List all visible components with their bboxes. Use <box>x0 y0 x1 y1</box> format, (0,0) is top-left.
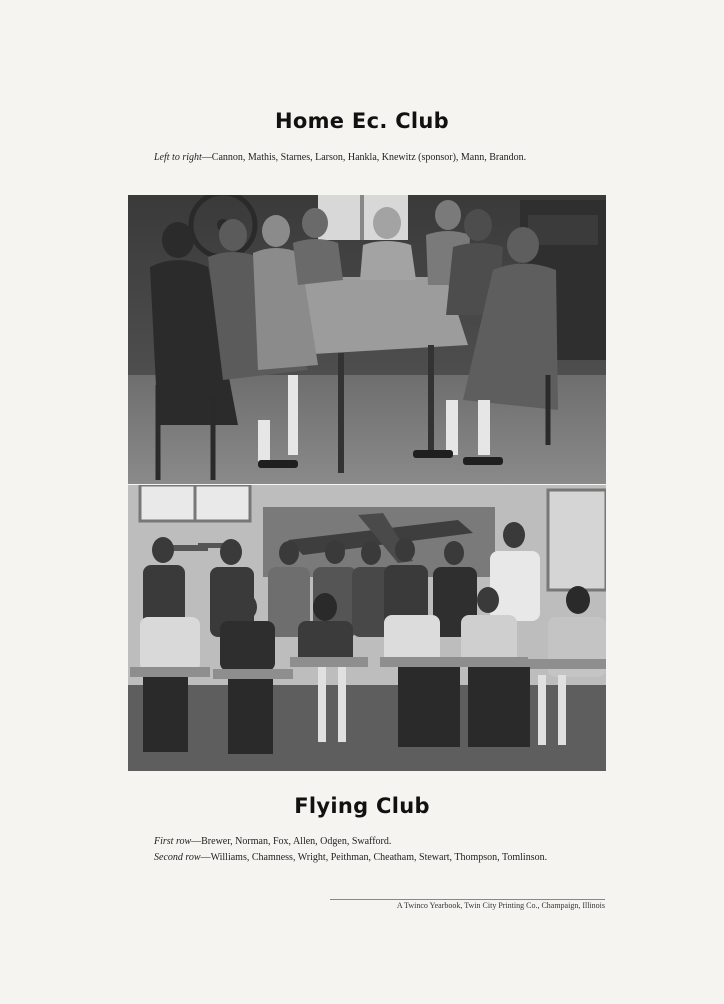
home-ec-caption <box>129 150 605 166</box>
flying-second-row-lead: Second row <box>154 852 201 863</box>
home-ec-caption-lead: Left to right <box>154 152 202 163</box>
flying-second-row-caption <box>129 850 605 866</box>
home-ec-caption-names: —Cannon, Mathis, Starnes, Larson, Hankla, Knewitz (sponsor), Mann, Brandon. <box>201 152 527 163</box>
flying-club-photo <box>128 485 606 771</box>
flying-second-row-names: —Williams, Chamness, Wright, Peithman, Cheatham, Stewart, Thompson, Tomlinson. <box>200 852 548 863</box>
flying-first-row-caption <box>129 834 605 850</box>
home-ec-club-title: Home Ec. Club <box>274 109 449 133</box>
flying-club-title: Flying Club <box>294 794 430 818</box>
flying-first-row-names: —Brewer, Norman, Fox, Allen, Odgen, Swafford. <box>191 836 392 847</box>
printer-credit: A Twinco Yearbook, Twin City Printing Co., Champaign, Illinois <box>396 901 605 910</box>
flying-first-row-lead: First row <box>154 836 192 847</box>
footer-divider <box>330 899 605 900</box>
home-ec-club-photo <box>128 195 606 484</box>
